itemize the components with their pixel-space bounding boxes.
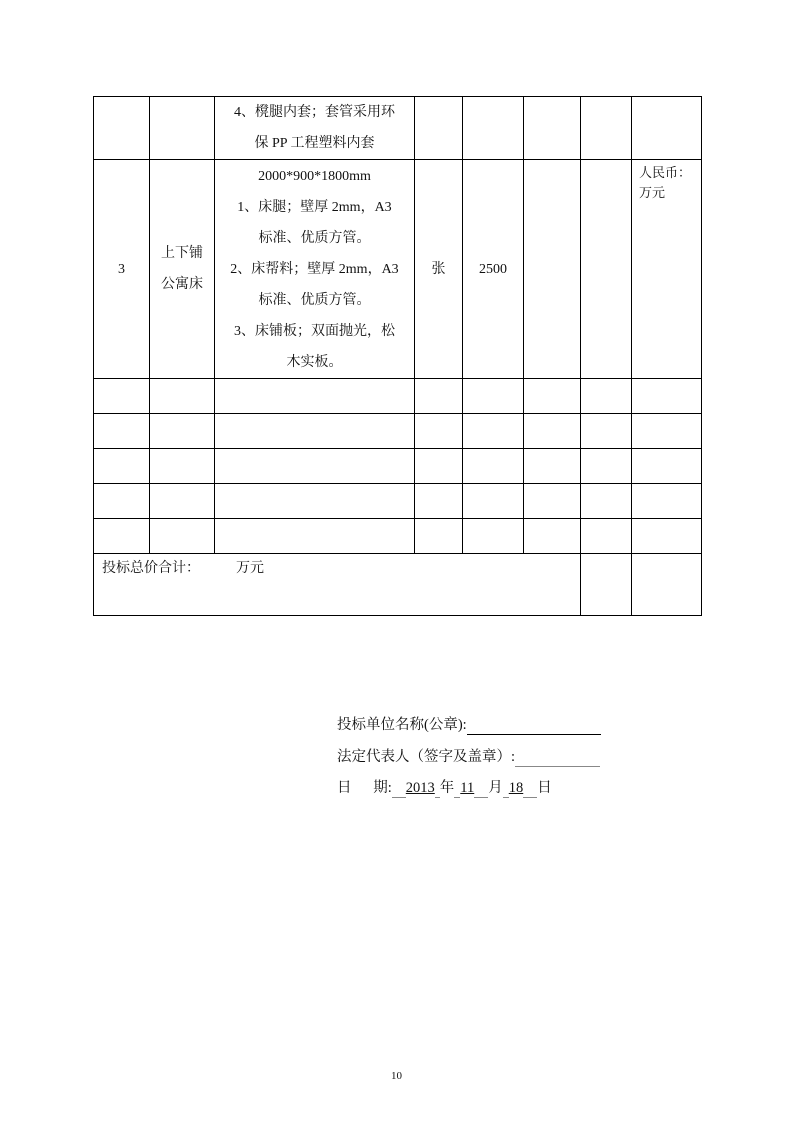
date-line: 日 期: 2013 年 11 月 18 日	[337, 780, 552, 796]
empty-row	[94, 519, 702, 554]
cell-price	[524, 97, 581, 160]
date-month: 11	[460, 780, 475, 796]
company-name-blank[interactable]	[467, 718, 601, 735]
cell-description: 4、櫈腿内套；套管采用环 保 PP 工程塑料内套	[215, 97, 415, 160]
cell-subtotal	[581, 97, 632, 160]
date-day: 18	[508, 780, 524, 796]
cell-price	[524, 160, 581, 379]
cell-qty	[463, 97, 524, 160]
total-label: 投标总价合计：	[102, 561, 200, 576]
table-row	[94, 160, 702, 379]
total-note-cell	[632, 554, 702, 616]
cell-unit	[415, 97, 463, 160]
cell-subtotal	[581, 160, 632, 379]
cell-unit: 张	[415, 160, 463, 379]
cell-qty: 2500	[463, 160, 524, 379]
total-unit: 万元	[236, 561, 264, 576]
page-number: 10	[391, 1070, 402, 1082]
cell-name	[150, 97, 215, 160]
cell-no	[94, 97, 150, 160]
legal-rep-blank[interactable]	[515, 750, 600, 767]
empty-row	[94, 379, 702, 414]
cell-no: 3	[94, 160, 150, 379]
cell-note	[632, 97, 702, 160]
total-row	[94, 554, 702, 616]
legal-rep-line: 法定代表人（签字及盖章）:	[337, 747, 600, 767]
cell-note: 人民币： 万元	[632, 160, 702, 379]
empty-row	[94, 484, 702, 519]
cell-name: 上下铺 公寓床	[150, 160, 215, 379]
bid-price-table	[93, 96, 702, 616]
total-price-cell	[94, 554, 581, 616]
empty-row	[94, 414, 702, 449]
company-name-line: 投标单位名称(公章):	[337, 715, 601, 735]
total-subtotal-cell	[581, 554, 632, 616]
cell-description: 2000*900*1800mm 1、床腿；壁厚 2mm，A3 标准、优质方管。 2、床帮料；壁厚 2mm，A3 标准、优质方管。 3、床铺板；双面抛光，松 木实板。	[215, 160, 415, 379]
date-year: 2013	[405, 780, 435, 796]
empty-row	[94, 449, 702, 484]
table-row	[94, 97, 702, 160]
